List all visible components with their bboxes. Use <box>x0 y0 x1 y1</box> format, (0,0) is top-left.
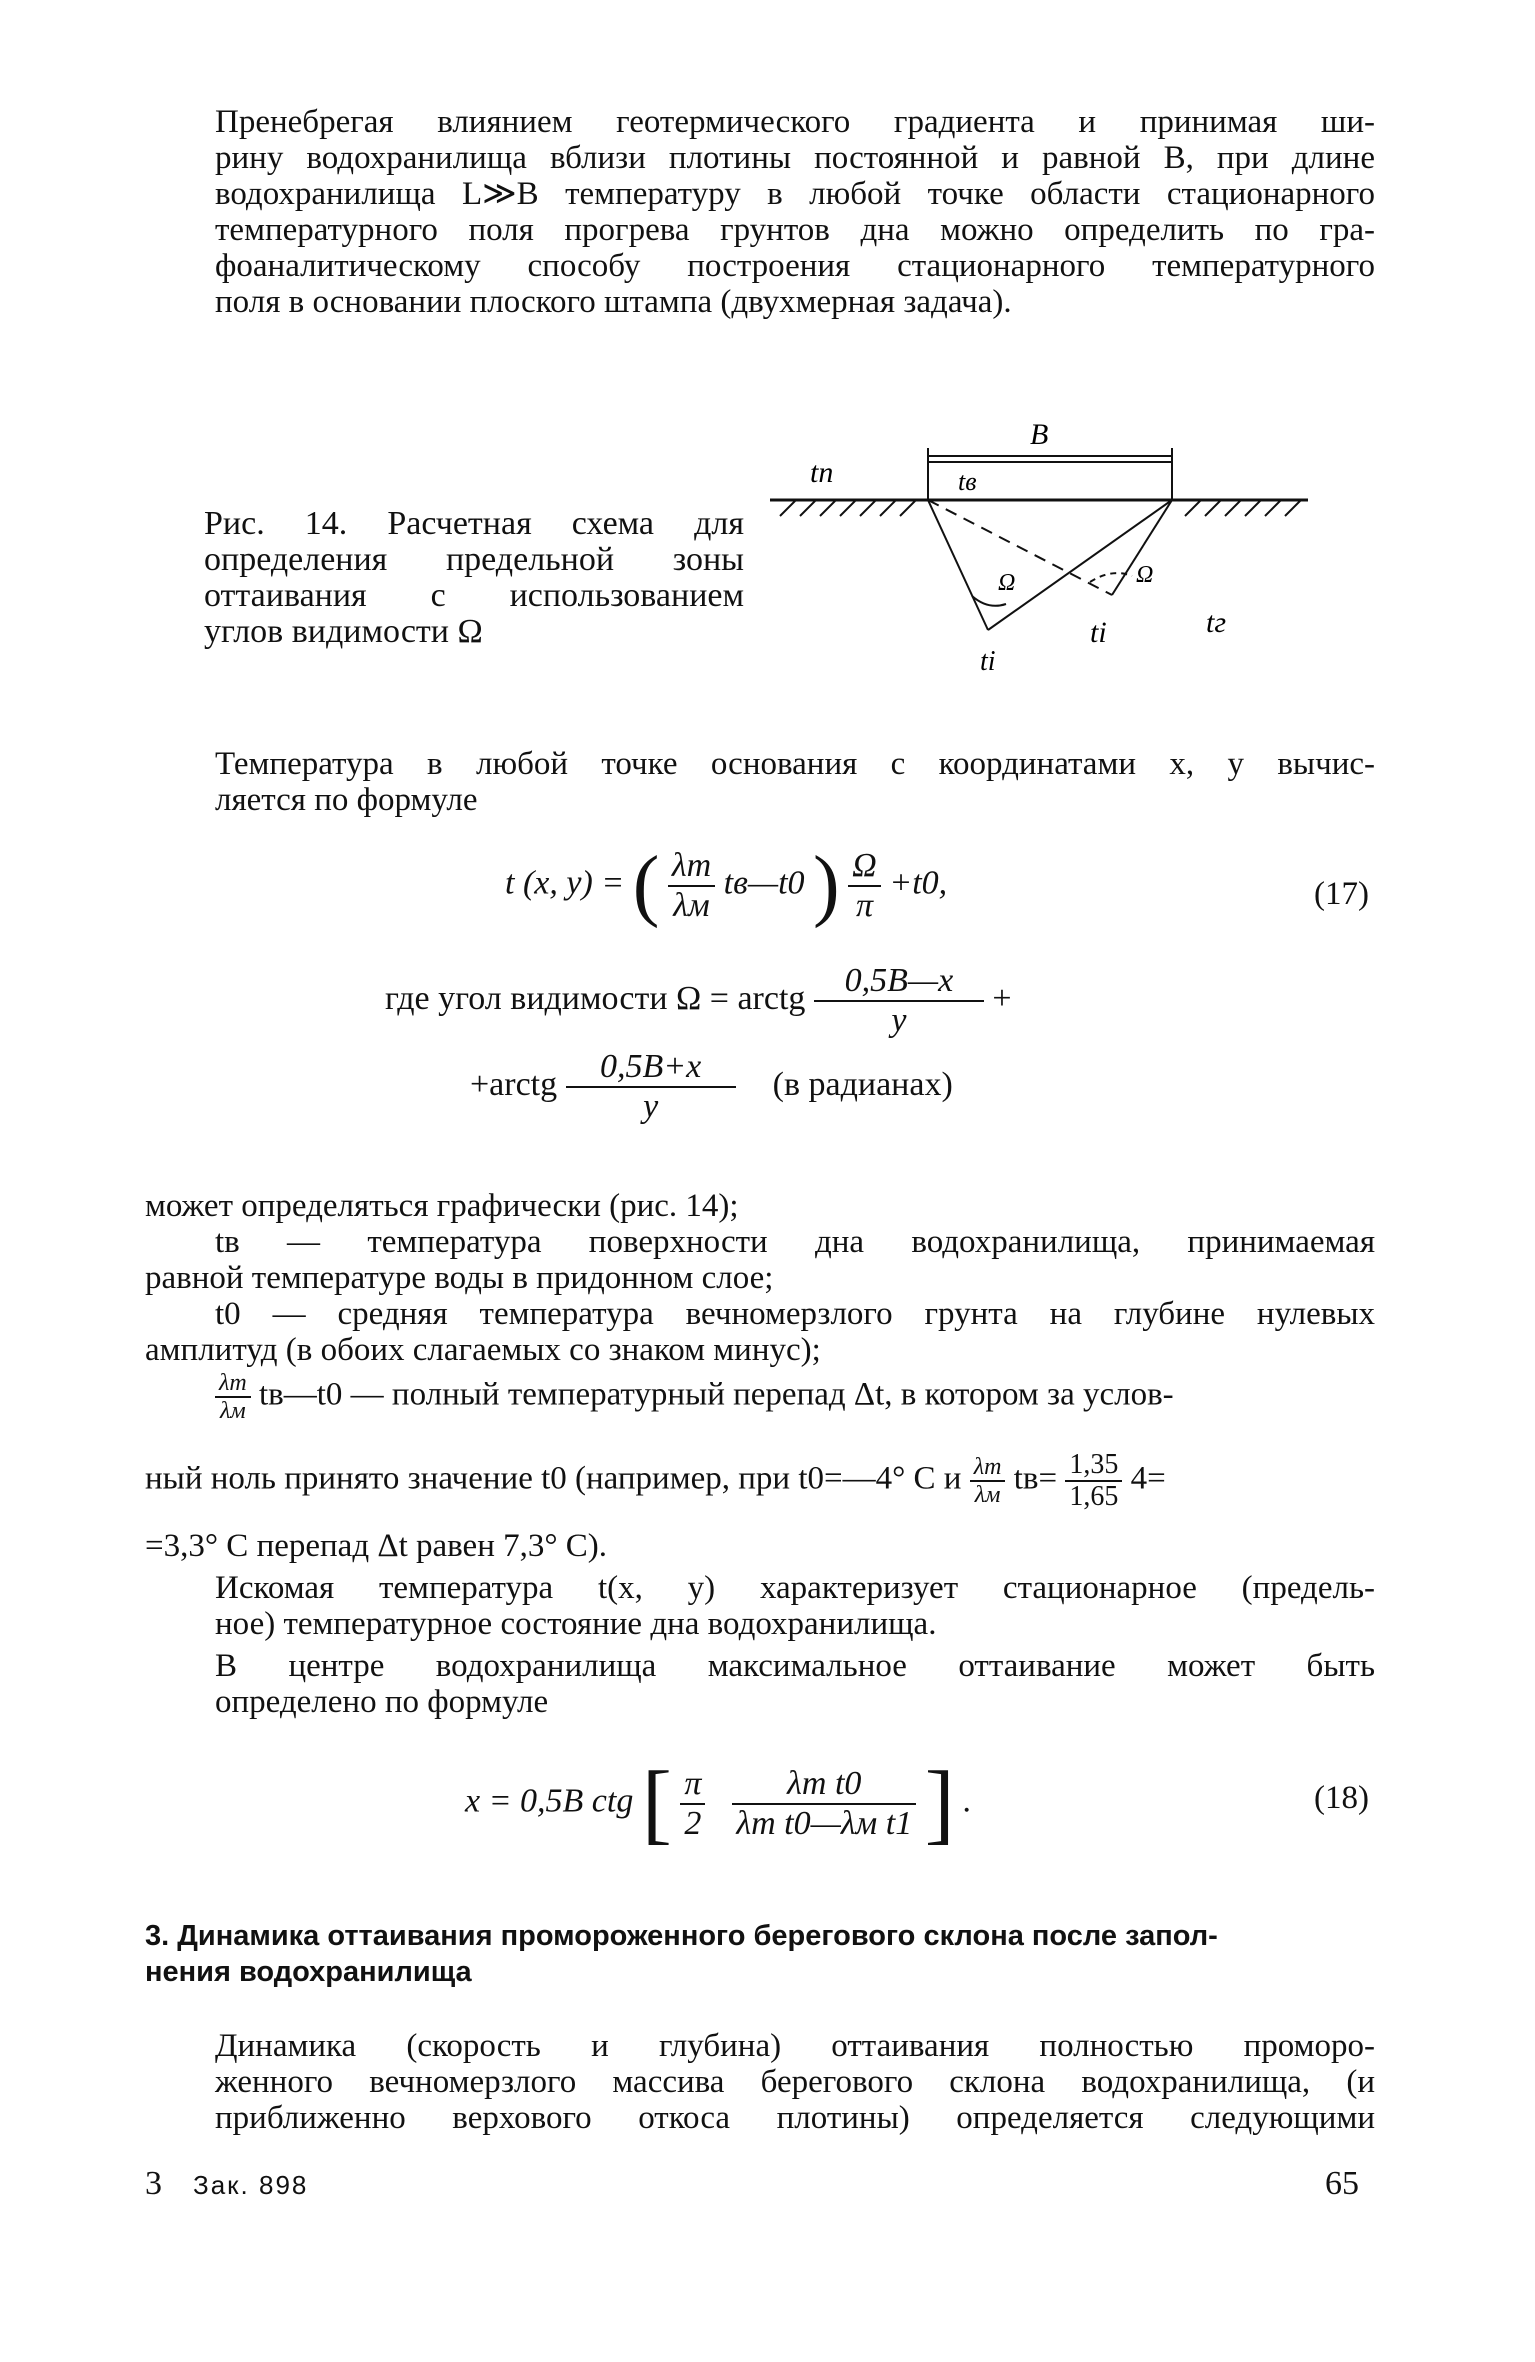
caption-line: определения предельной зоны <box>204 541 744 578</box>
caption-line: углов видимости Ω <box>204 613 483 650</box>
arctg-2: +arctg <box>470 1065 558 1103</box>
text-line: может определяться графически (рис. 14); <box>145 1188 739 1224</box>
fraction-ratio <box>1065 1450 1122 1512</box>
text-line: женного вечномерзлого массива берегового склона водохранилища, (и <box>215 2064 1375 2100</box>
label-tr: tг <box>1206 606 1227 639</box>
eq17-mid: tв—t0 <box>723 864 805 902</box>
plus-sign: + <box>992 979 1012 1017</box>
figure-caption <box>204 506 744 650</box>
angle-arc-2 <box>1090 573 1132 582</box>
frac-denominator: λм <box>220 1398 246 1424</box>
fraction-lambda-small-2 <box>970 1454 1006 1508</box>
omega-prefix: где угол видимости Ω = arctg <box>385 979 806 1017</box>
frac-numerator: 0,5B—x <box>814 962 984 1002</box>
fraction-arctg-1 <box>814 962 984 1040</box>
frac-denominator: π <box>855 886 873 924</box>
frac-numerator: 1,35 <box>1065 1450 1122 1482</box>
eq18-lhs: x = 0,5B ctg <box>465 1782 634 1820</box>
frac-denominator: y <box>643 1088 659 1125</box>
text-line: рину водохранилища вблизи плотины постоянной и равной B, при длине <box>215 140 1375 176</box>
fraction-arctg-2 <box>566 1048 736 1126</box>
frac-denominator: λм <box>974 1482 1001 1508</box>
intro-paragraph <box>145 104 1375 320</box>
caption-line: Рис. 14. Расчетная схема для <box>204 505 744 542</box>
label-omega-2: Ω <box>1136 562 1154 588</box>
text-line: Искомая температура t(x, y) характеризует стационарное (предель- <box>215 1570 1375 1606</box>
text-line: В центре водохранилища максимальное оттаивание может быть <box>215 1648 1375 1684</box>
equation-17 <box>505 840 947 931</box>
omega-definition <box>385 962 1012 1040</box>
eq17-tail: +t0, <box>889 864 948 902</box>
equation-18 <box>465 1752 972 1855</box>
paragraph-formula-intro <box>145 746 1375 818</box>
caption-line: оттаивания с использованием <box>204 577 744 614</box>
frac-numerator: λт <box>668 847 715 887</box>
paragraph-dynamics <box>145 2028 1375 2136</box>
equation-number-18: (18) <box>1314 1780 1369 1816</box>
frac-numerator: 0,5B+x <box>566 1048 736 1088</box>
text-line: Температура в любой точке основания с координатами x, y вычис- <box>215 746 1375 782</box>
definition-example <box>145 1450 1375 1512</box>
label-omega-1: Ω <box>998 570 1016 596</box>
ray-left-2 <box>928 500 1112 595</box>
text-line: поля в основании плоского штампа (двухмерная задача). <box>215 284 1012 320</box>
heading-line: нения водохранилища <box>145 1956 472 1988</box>
frac-denominator: y <box>891 1002 907 1039</box>
fraction-pi-2 <box>680 1765 705 1843</box>
frac-numerator: Ω <box>848 847 881 887</box>
text-line: фоаналитическому способу построения стационарного температурного <box>215 248 1375 284</box>
frac-denominator: λт t0—λм t1 <box>736 1804 913 1842</box>
frac-denominator: λм <box>673 886 710 924</box>
eq17-lhs: t (x, y) = <box>505 864 625 902</box>
text-line: температурного поля прогрева грунтов дна можно определить по гра- <box>215 212 1375 248</box>
hatching-right <box>1185 500 1301 516</box>
label-tn: tп <box>810 456 834 489</box>
text-line: ное) температурное состояние дна водохранилища. <box>215 1606 937 1642</box>
bracket-close: ] <box>924 1754 955 1853</box>
radians-note: (в радианах) <box>772 1065 953 1103</box>
heading-line: 3. Динамика оттаивания промороженного берегового склона после запол- <box>145 1920 1218 1952</box>
fraction-lambda-t0 <box>732 1765 916 1843</box>
frac-denominator: 2 <box>684 1804 702 1842</box>
eq18-dot: . <box>963 1782 972 1820</box>
paragraph-max-thaw <box>145 1648 1375 1720</box>
paren-close: ) <box>813 841 840 929</box>
definition-delta-t <box>215 1370 1375 1424</box>
equation-number-17: (17) <box>1314 876 1369 912</box>
hatching-left <box>780 500 916 516</box>
label-ti-1: ti <box>980 646 996 677</box>
definition-example-end: =3,3° С перепад Δt равен 7,3° С). <box>145 1528 608 1564</box>
text-line: Динамика (скорость и глубина) оттаивания полностью проморо- <box>215 2028 1375 2064</box>
frac-numerator: λт <box>215 1370 251 1398</box>
signature-number: 3 <box>145 2165 162 2202</box>
frac-numerator: λт <box>970 1454 1006 1482</box>
paren-open: ( <box>632 841 660 929</box>
text-line: tв — температура поверхности дна водохранилища, принимаемая <box>215 1224 1375 1260</box>
definitions <box>145 1188 1375 1368</box>
text-line: определено по формуле <box>215 1684 549 1720</box>
text-line: равной температуре воды в придонном слое; <box>145 1260 774 1296</box>
section-heading <box>145 1918 1375 1990</box>
text-line: приближенно верхового откоса плотины) определяется следующими <box>215 2100 1375 2136</box>
label-b: B <box>1030 420 1049 451</box>
frac-denominator: 1,65 <box>1069 1481 1119 1512</box>
text-line: амплитуд (в обоих слагаемых со знаком минус); <box>145 1332 821 1368</box>
paragraph-stationary <box>145 1570 1375 1642</box>
example-tb: tв= <box>1013 1460 1058 1497</box>
fraction-lambda-small <box>215 1370 251 1424</box>
fraction-omega-pi <box>848 847 881 925</box>
thaw-zone-diagram <box>760 420 1320 690</box>
example-tail: 4= <box>1130 1460 1166 1497</box>
page-number: 65 <box>1325 2165 1359 2202</box>
omega-definition-cont <box>470 1048 953 1126</box>
label-ti-2: ti <box>1090 616 1107 649</box>
text-line: ляется по формуле <box>215 782 478 818</box>
label-tb: tв <box>958 467 977 496</box>
text-line: водохранилища L≫B температуру в любой точке области стационарного <box>215 176 1375 212</box>
text-line: ный ноль принято значение t0 (например, при t0=—4° С и <box>145 1460 962 1497</box>
frac-numerator: π <box>680 1765 705 1805</box>
text-line: tв—t0 — полный температурный перепад Δt, в котором за услов- <box>258 1376 1174 1413</box>
text-line: t0 — средняя температура вечномерзлого грунта на глубине нулевых <box>215 1296 1375 1332</box>
bracket-open: [ <box>641 1754 672 1853</box>
fraction-lambda <box>668 847 715 925</box>
footer-signature <box>145 2166 308 2203</box>
ray-left-1 <box>928 500 988 630</box>
text-line: Пренебрегая влиянием геотермического градиента и принимая ши- <box>215 104 1375 140</box>
frac-numerator: λт t0 <box>732 1765 916 1805</box>
order-number: Зак. 898 <box>193 2170 309 2200</box>
